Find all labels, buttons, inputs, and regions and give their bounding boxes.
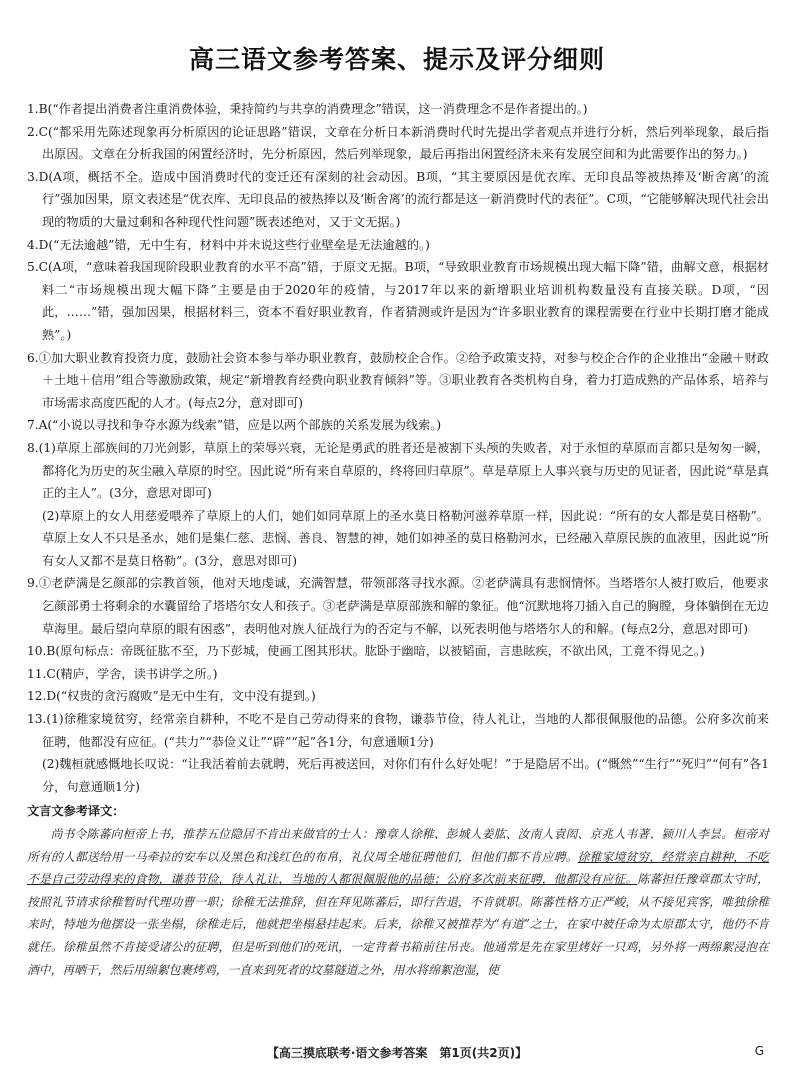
- answer-item-1: 1.B(“作者提出消费者注重消费体验，秉持简约与共享的消费理念”错误，这一消费理念不是作者提出的。): [27, 102, 588, 116]
- footer-version-letter: G: [754, 1044, 764, 1058]
- answer-item-11: 11.C(精庐，学舍，读书讲学之所。): [27, 666, 218, 681]
- answer-content: [27, 98, 769, 981]
- translation-part-1: 尚书令陈蕃向桓帝上书，推荐五位隐居不肯出来做官的士人：豫章人徐稚、彭城人姜肱、汝南人袁闳、京兆人韦著、颍川人李昙。桓帝对所有的人都送给用一马牵拉的安车以及黑色和浅红色的布帛，礼仪周全地征聘他们，但他们都不肯应聘。: [27, 827, 769, 864]
- translation-heading: 文言文参考译文：: [27, 804, 125, 819]
- page-title: 高三语文参考答案、提示及评分细则: [188, 45, 605, 74]
- answer-item-13-1: 13.(1)徐稚家境贫穷，经常亲自耕种，不吃不是自己劳动得来的食物，谦恭节俭，待人礼让，当地的人都很佩服他的品德。公府多次前来征聘，他都没有应征。(“共力”“恭俭义让”“辟”“起”各1分，句意通顺1分): [27, 712, 769, 749]
- answer-item-10: 10.B(原句标点：帝既征肱不至，乃下彭城，使画工图其形状。肱卧于幽暗，以被韬面，言患眩疾，不欲出风，工竟不得见之。): [27, 644, 705, 659]
- translation-underlined: 徐稚家境贫穷，经常亲自耕种，不吃不是自己劳动得来的食物，谦恭节俭，待人礼让，当地的人都很佩服他的品德；公府多次前来征聘，他都没有应征。: [27, 849, 769, 887]
- translation-text: [27, 823, 769, 981]
- answer-item-8-1: 8.(1)草原上部族间的刀光剑影，草原上的荣辱兴衰，无论是勇武的胜者还是被割下头颅的失败者，对于永恒的草原而言都只是匆匆一瞬，都将化为历史的灰尘融入草原的时空。因此说“所有来自草原的，终将回归草原”。草是草原上人事兴衰与历史的见证者，因此说“草是真正的主人”。(3分，意思对即可): [27, 440, 769, 501]
- answer-item-7: 7.A(“小说以寻找和争夺水源为线索”错，应是以两个部族的关系发展为线索。): [27, 418, 442, 433]
- answer-item-4: 4.D(“无法逾越”错，无中生有，材料中并未说这些行业壁垒是无法逾越的。): [27, 237, 430, 252]
- translation-part-2: 陈蕃担任豫章郡太守时，按照礼节请求徐稚暂时代理功曹一职；徐稚无法推辞，但在拜见陈蕃后，即行告退，不肯就职。陈蕃性格方正严峻，从不接见宾客，唯独徐稚来时，特地为他摆设一张坐榻，徐稚走后，他就把坐榻悬挂起来。后来，徐稚又被推荐为“有道”之士，在家中被任命为太原郡太守，他仍不肯就任。徐稚虽然不肯接受诸公的征聘，但是听到他们的死讯，一定背着书箱前往吊丧。他通常是先在家里烤好一只鸡，另外将一两绵絮浸泡在酒中，再晒干，然后用绵絮包裹烤鸡，一直来到死者的坟墓隧道之外，用水将绵絮泡湿，使: [27, 872, 769, 977]
- answer-item-13-2: (2)魏桓就感慨地长叹说：“让我活着前去就聘，死后再被送回，对你们有什么好处呢！”于是隐居不出。(“慨然”“生行”“死归”“何有”各1分，句意通顺1分): [42, 757, 769, 794]
- answer-item-2: 2.C(“都采用先陈述现象再分析原因的论证思路”错误，文章在分析日本新消费时代时先提出学者观点并进行分析，然后列举现象，最后指出原因。文章在分析我国的闲置经济时，先分析原因，然后列举现象，最后再指出闲置经济未来有发展空间和为此需要作出的努力。): [27, 124, 769, 162]
- page-footer: 【高三摸底联考·语文参考答案 第1页(共2页)】: [266, 1046, 528, 1060]
- answer-item-6: 6.①加大职业教育投资力度，鼓励社会资本参与举办职业教育，鼓励校企合作。②给予政策支持，对参与校企合作的企业推出“金融＋财政＋土地＋信用”组合等激励政策，规定“新增教育经费向职业教育倾斜”等。③职业教育各类机构自身，着力打造成熟的产品体系，培养与市场需求高度匹配的人才。(每点2分，意对即可): [27, 350, 769, 410]
- answer-item-12: 12.D(“权贵的贪污腐败”是无中生有，文中没有提到。): [27, 689, 316, 704]
- answer-item-9: 9.①老萨满是乞颜部的宗教首领，他对天地虔诚，充满智慧，带领部落寻找水源。②老萨满具有悲悯情怀。当塔塔尔人被打败后，他要求乞颜部勇士将剩余的水囊留给了塔塔尔女人和孩子。③老萨满是草原部族和解的象征。他“沉默地将刀插入自己的胸膛，身体躺倒在无边草海里。最后望向草原的眼有困惑”，表明他对族人征战行为的否定与不解，以死表明他与塔塔尔人的和解。(每点2分，意思对即可): [27, 576, 769, 636]
- answer-item-8-2: (2)草原上的女人用慈爱喂养了草原上的人们，她们如同草原上的圣水莫日格勒河滋养草原一样，因此说：“所有的女人都是莫日格勒”。草原上女人不只是圣水，她们是集仁慈、悲悯、善良、智慧的神，她们如神圣的莫日格勒河水，已经融入草原民族的血液里，因此说“所有女人又都不是莫日格勒”。(3分，意思对即可): [42, 508, 769, 568]
- answer-item-3: 3.D(A项，概括不全。造成中国消费时代的变迁还有深刻的社会动因。B项，“其主要原因是优衣库、无印良品等被热捧及‘断舍离’的流行”强加因果，原文表述是“优衣库、无印良品的被热捧以及‘断舍离’的流行都是这一新消费时代的表征”。C项，“它能够解决现代社会出现的物质的大量过剩和各种现代性问题”既表述绝对，又于文无据。): [27, 169, 769, 229]
- answer-item-5: 5.C(A项，“意味着我国现阶段职业教育的水平不高”错，于原文无据。B项，“导致职业教育市场规模出现大幅下降”错，曲解文意，根据材料二“市场规模出现大幅下降”主要是由于2020年的疫情，与2017年以来的新增职业培训机构数量没有直接关联。D项，“因此，……”错，强加因果，根据材料三，资本不看好职业教育，作者猜测或许是因为“许多职业教育的课程需要在行业中长期打磨才能成熟”。): [27, 260, 769, 342]
